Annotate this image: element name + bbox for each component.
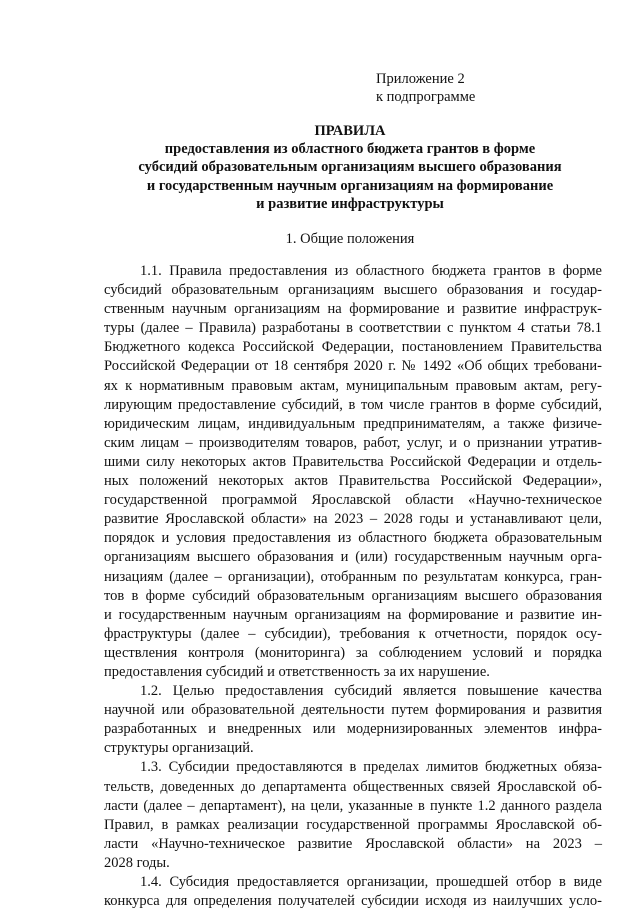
- paragraph-line: 2028 годы.: [104, 854, 170, 871]
- paragraph-line: структуры организаций.: [104, 740, 254, 757]
- paragraph-line: ществления контроля (мониторинга) за соблюдением условий и порядка: [104, 644, 602, 661]
- paragraph-line: развитие Ярославской области» на 2023 – 2028 годы и устанавливают цели,: [104, 511, 602, 528]
- paragraph-line: предоставления субсидий и ответственность за их нарушение.: [104, 663, 490, 680]
- paragraph-line: государственной программой Ярославской области «Научно-техническое: [104, 492, 602, 509]
- paragraph-line: тельств, доведенных до департамента общественных связей Ярославской об-: [104, 778, 602, 795]
- title-line: и государственным научным организациям на формирование: [146, 177, 554, 194]
- paragraph: [104, 262, 602, 682]
- paragraph-line: юридическим лицам, индивидуальным предпринимателям, а также физиче-: [104, 415, 602, 432]
- paragraph-line: субсидий образовательным организациям высшего образования и государ-: [104, 282, 602, 299]
- appendix-line-2: к подпрограмме: [376, 89, 476, 105]
- paragraph-line: 1.3. Субсидии предоставляются в пределах лимитов бюджетных обяза-: [140, 759, 602, 776]
- paragraph-line: 1.2. Целью предоставления субсидий является повышение качества: [140, 683, 602, 700]
- paragraph-line: Правил, в рамках реализации государственной программы Ярославской об-: [104, 816, 602, 833]
- paragraph-line: туры (далее – Правила) разработаны в соответствии с пунктом 4 статьи 78.1: [104, 320, 602, 337]
- paragraph: [104, 682, 602, 758]
- paragraph-line: низациям (далее – организации), отобранным по результатам конкурса, гран-: [104, 568, 602, 585]
- appendix-note: [376, 70, 475, 106]
- title-line: предоставления из областного бюджета грантов в форме: [164, 141, 536, 158]
- paragraph: [104, 873, 602, 911]
- document-body: [104, 262, 602, 911]
- title-line: и развитие инфраструктуры: [256, 195, 444, 212]
- paragraph-line: разработанных и внедренных или модернизированных элементов инфра-: [104, 721, 602, 738]
- section-heading: 1. Общие положения: [285, 231, 415, 247]
- appendix-line-1: Приложение 2: [376, 71, 465, 87]
- paragraph: [104, 758, 602, 873]
- paragraph-line: Российской Федерации от 18 сентября 2020 г. № 1492 «Об общих требовани-: [104, 358, 602, 375]
- paragraph-line: 1.4. Субсидия предоставляется организации, прошедшей отбор в виде: [140, 874, 602, 890]
- paragraph-line: и государственным научным организациям на формирование и развитие ин-: [104, 606, 602, 623]
- paragraph-line: научной или образовательной деятельности путем формирования и развития: [104, 702, 602, 719]
- document-title: [100, 122, 600, 213]
- paragraph-line: лирующим предоставление субсидий, в том числе грантов в форме субсидий,: [104, 396, 602, 413]
- paragraph-line: Бюджетного кодекса Российской Федерации, постановлением Правительства: [104, 339, 602, 356]
- paragraph-line: конкурса для определения получателей субсидии исходя из наилучших усло-: [104, 893, 602, 910]
- paragraph-line: ственным научным организациям на формирование и развитие инфраструк-: [104, 301, 602, 318]
- paragraph-line: шими силу некоторых актов Правительства Российской Федерации и отдель-: [104, 453, 602, 470]
- paragraph-line: ским лицам – производителям товаров, работ, услуг, и о признании утратив-: [104, 434, 602, 451]
- paragraph-line: ласти (далее – департамент), на цели, указанные в пункте 1.2 данного раздела: [104, 797, 602, 814]
- paragraph-line: организациям высшего образования и (или) государственным научным орга-: [104, 549, 602, 566]
- paragraph-line: 1.1. Правила предоставления из областного бюджета грантов в форме: [140, 263, 602, 279]
- paragraph-line: ласти «Научно-техническое развитие Ярославской области» на 2023 –: [104, 835, 602, 852]
- paragraph-line: ях к нормативным правовым актам, муниципальным правовым актам, регу-: [104, 377, 602, 394]
- title-line: субсидий образовательным организациям высшего образования: [138, 159, 562, 176]
- paragraph-line: тов в форме субсидий образовательным организациям высшего образования: [104, 587, 602, 604]
- paragraph-line: порядок и условия предоставления из областного бюджета образовательным: [104, 530, 602, 547]
- title-heading: ПРАВИЛА: [314, 123, 386, 139]
- paragraph-line: ных положений некоторых актов Правительства Российской Федерации»,: [104, 473, 602, 490]
- paragraph-line: фраструктуры (далее – субсидии), требования к отчетности, порядок осу-: [104, 625, 602, 642]
